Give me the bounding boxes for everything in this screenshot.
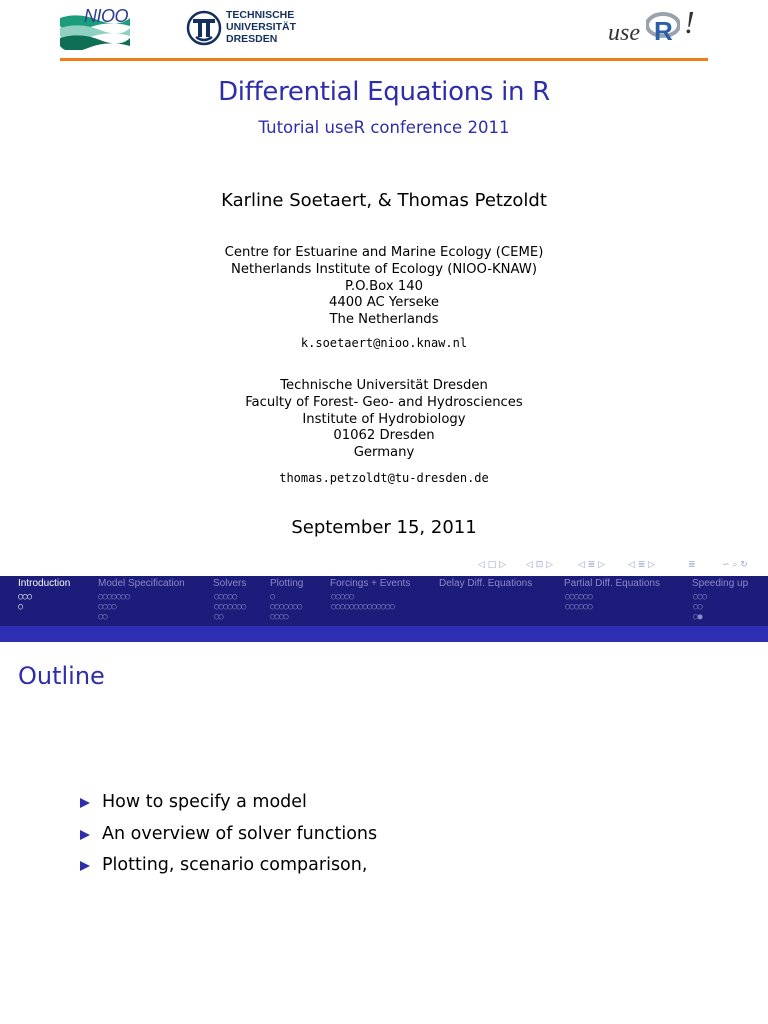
tud-logo-text: [226, 9, 296, 45]
tud-line: DRESDEN: [226, 33, 278, 45]
nav-section-dots[interactable]: ○○○○○○ ○○○○○○: [565, 592, 593, 612]
nav-section-dots[interactable]: ○○○○○○○ ○○○○ ○○: [98, 592, 130, 622]
email-soetaert: k.soetaert@nioo.knaw.nl: [300, 336, 468, 350]
nav-document-icon[interactable]: ◁ ≣ ▷: [628, 560, 656, 570]
address-line: Institute of Hydrobiology: [302, 411, 466, 427]
nav-section-speeding-up[interactable]: Speeding up: [692, 578, 749, 589]
nav-section-solvers[interactable]: Solvers: [213, 578, 247, 589]
nav-section-dots[interactable]: ○○○ ○○ ○●: [693, 592, 707, 622]
email-petzoldt: thomas.petzoldt@tu-dresden.de: [279, 471, 489, 485]
presentation-title: Differential Equations in R: [218, 77, 550, 107]
authors: Karline Soetaert, & Thomas Petzoldt: [221, 190, 547, 211]
header-rule: [60, 58, 708, 61]
bullet-text: Plotting, scenario comparison,: [102, 855, 368, 875]
tud-line: UNIVERSITÄT: [226, 21, 297, 33]
institute-tud: [0, 378, 768, 462]
address-line: Technische Universität Dresden: [280, 378, 488, 393]
address-line: 01062 Dresden: [333, 428, 435, 444]
nav-section-partial-diff-equations[interactable]: Partial Diff. Equations: [564, 578, 660, 589]
nav-search-icon[interactable]: ∽ ⌕ ↻: [722, 560, 748, 570]
nav-section-delay-diff-equations[interactable]: Delay Diff. Equations: [439, 578, 533, 589]
nav-section-dots[interactable]: ○○○ ○: [18, 592, 32, 612]
r-logo-icon: [646, 10, 680, 44]
bullet-text: How to specify a model: [102, 792, 307, 812]
nioo-logo: [58, 4, 134, 48]
presentation-subtitle: Tutorial useR conference 2011: [258, 118, 510, 137]
address-line: Faculty of Forest- Geo- and Hydrosciences: [245, 394, 523, 410]
tud-emblem-icon: [186, 10, 222, 46]
tud-logo: [186, 8, 316, 48]
bullet-triangle-icon: [80, 830, 90, 840]
address-line: Centre for Estuarine and Marine Ecology (CEME): [224, 245, 544, 260]
user-logo-exclaim: !: [684, 4, 695, 40]
nav-section-dots[interactable]: ○ ○○○○○○○ ○○○○: [270, 592, 302, 622]
section-navigation-bar: [0, 576, 768, 626]
nav-section-introduction[interactable]: Introduction: [18, 578, 71, 589]
beamer-navigation-symbols: [478, 560, 768, 574]
nav-section-dots[interactable]: ○○○○○ ○○○○○○○○○○○○○○: [331, 592, 395, 612]
nav-subsection-icon[interactable]: ◁ ⊡ ▷: [526, 560, 554, 570]
address-line: 4400 AC Yerseke: [328, 295, 440, 311]
bullet-triangle-icon: [80, 861, 90, 871]
slide-title: Outline: [18, 662, 105, 690]
nav-section-model-specification[interactable]: Model Specification: [98, 578, 185, 589]
address-line: Netherlands Institute of Ecology (NIOO-KNAW): [231, 261, 537, 277]
address-line: The Netherlands: [329, 312, 439, 328]
navigation-bar-footer: [0, 626, 768, 642]
svg-text:R: R: [654, 16, 673, 44]
tud-line: TECHNISCHE: [226, 9, 295, 21]
user-logo: [604, 4, 704, 50]
bullet-text: An overview of solver functions: [102, 823, 378, 844]
nav-section-plotting[interactable]: Plotting: [270, 578, 304, 589]
bullet-triangle-icon: [80, 798, 90, 808]
user-logo-use: use: [608, 20, 640, 46]
address-line: P.O.Box 140: [344, 278, 423, 294]
institute-ceme: [0, 245, 768, 329]
nav-appendix-icon[interactable]: ≣: [688, 560, 696, 570]
nav-section-icon[interactable]: ◁ ≣ ▷: [578, 560, 606, 570]
presentation-date: September 15, 2011: [291, 517, 477, 538]
nav-frame-icon[interactable]: ◁ □ ▷: [478, 560, 507, 570]
nav-section-dots[interactable]: ○○○○○ ○○○○○○○ ○○: [214, 592, 246, 622]
nav-section-forcings-events[interactable]: Forcings + Events: [330, 578, 411, 589]
address-line: Germany: [353, 445, 415, 461]
nioo-logo-text: NIOO: [84, 6, 129, 26]
